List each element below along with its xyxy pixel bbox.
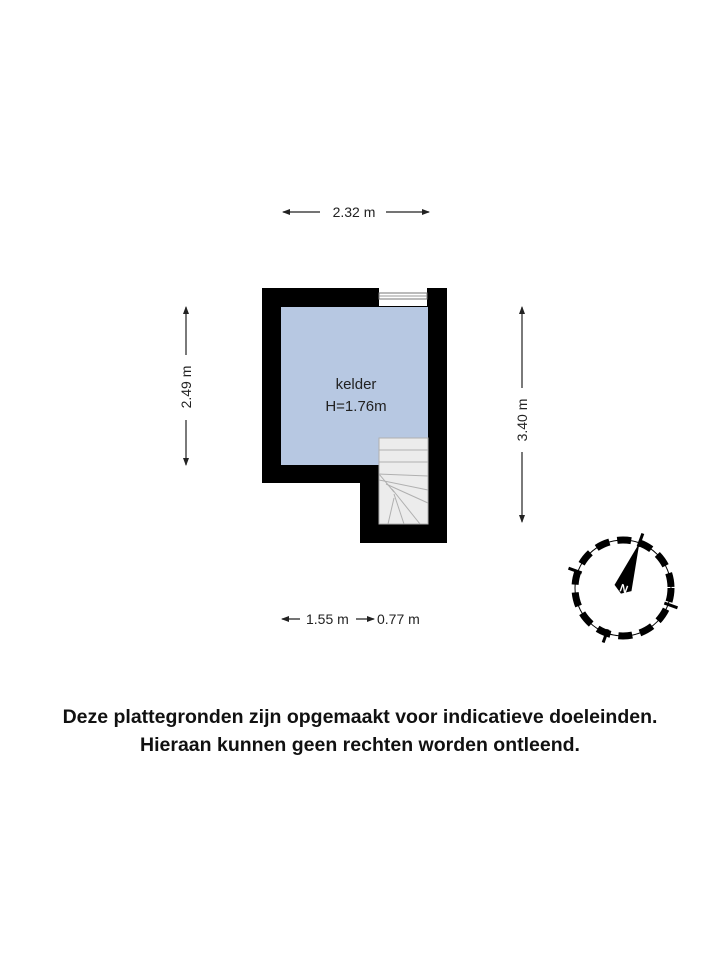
dimension-right-height-label: 3.40 m xyxy=(514,398,530,442)
dimension-bottom-right-label: 0.77 m xyxy=(377,611,420,627)
dimension-top-width xyxy=(283,204,429,220)
room-height: H=1.76m xyxy=(325,398,387,415)
compass xyxy=(549,514,698,663)
dimension-top-width-label: 2.32 m xyxy=(332,204,376,220)
room-name: kelder xyxy=(335,376,377,393)
dimension-left-height-label: 2.49 m xyxy=(178,365,194,409)
compass-north-label: N xyxy=(617,582,630,597)
dimension-bottom-left-label: 1.55 m xyxy=(306,611,349,627)
disclaimer-line-2: Hieraan kunnen geen rechten worden ontleend. xyxy=(140,734,580,756)
disclaimer xyxy=(0,703,720,759)
compass-needle xyxy=(612,540,647,597)
dimension-right-height xyxy=(514,307,530,522)
disclaimer-line-1: Deze plattegronden zijn opgemaakt voor indicatieve doeleinden. xyxy=(62,706,658,728)
window xyxy=(379,288,427,306)
dimension-bottom xyxy=(282,611,420,627)
dimension-left-height xyxy=(178,307,194,465)
staircase xyxy=(379,438,428,524)
